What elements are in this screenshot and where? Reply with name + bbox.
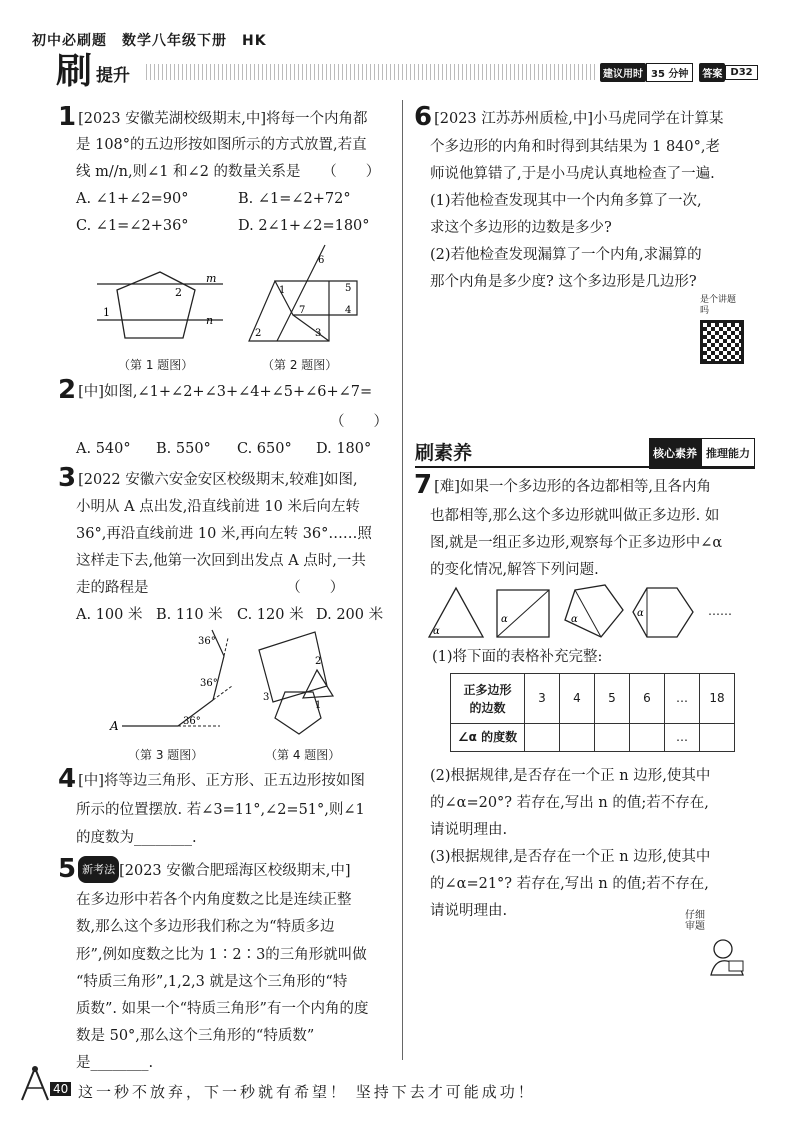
- brand-char: 刷: [56, 51, 93, 92]
- meta-info: [600, 63, 764, 82]
- figure-1-pentagon: [95, 250, 225, 350]
- fig2-caption: （第 2 题图）: [262, 358, 338, 372]
- svg-text:α: α: [571, 614, 578, 625]
- q6-line-0: 6 [2023 江苏苏州质检,中]小马虎同学在计算某: [414, 102, 724, 132]
- table-row: [451, 674, 735, 724]
- fig4-caption: （第 4 题图）: [265, 748, 341, 762]
- table-header-sides: 正多边形 的边数: [451, 674, 525, 724]
- q3-choice-d: D. 200 米: [316, 607, 384, 623]
- q3-choice-c: C. 120 米: [237, 607, 304, 623]
- q5-line-0: 5 新考法 [2023 安徽合肥瑶海区校级期末,中]: [58, 854, 351, 884]
- q3-line-4: 走的路程是 （ ）: [76, 580, 345, 596]
- q2-choice-d: D. 180°: [316, 441, 372, 457]
- table-header-angle: ∠α 的度数: [451, 724, 525, 752]
- brand-subtitle: 提升: [96, 66, 131, 86]
- answer-label: 答案: [699, 63, 725, 82]
- q1-choice-a: A. ∠1+∠2=90°: [76, 191, 189, 207]
- table-cell: …: [665, 724, 700, 752]
- book-title: 初中必刷题 数学八年级下册 HK: [32, 33, 267, 49]
- q6-number: 6: [414, 102, 433, 132]
- svg-text:1: 1: [103, 306, 110, 319]
- time-label: 建议用时: [600, 63, 646, 82]
- q6-line-3: (1)若他检查发现其中一个内角多算了一次,: [430, 193, 702, 209]
- svg-text:6: 6: [318, 255, 325, 266]
- q1-line-1: 是 108°的五边形按如图所示的方式放置,若直: [76, 137, 367, 153]
- q3-line-0: 3 [2022 安徽六安金安区校级期末,较难]如图,: [58, 463, 358, 493]
- table-cell: 5: [595, 674, 630, 724]
- q4-line-1: 所示的位置摆放. 若∠3=11°,∠2=51°,则∠1: [76, 802, 365, 818]
- q7-sub1: (1)将下面的表格补充完整:: [432, 649, 603, 665]
- section-brand: [56, 50, 130, 90]
- q5-line-1: 在多边形中若各个内角度数之比是连续正整: [76, 892, 352, 908]
- table-answer-cell[interactable]: [595, 724, 630, 752]
- fig3-caption: （第 3 题图）: [128, 748, 204, 762]
- table-cell: 18: [700, 674, 735, 724]
- svg-text:m: m: [206, 272, 217, 285]
- figure-regular-polygons: [425, 582, 705, 642]
- q6-line-2: 师说他算错了,于是小马虎认真地检查了一遍.: [430, 166, 715, 182]
- compass-icon: [18, 1064, 52, 1104]
- q5-line-2: 数,那么这个多边形我们称之为“特质多边: [76, 919, 335, 935]
- svg-text:36°: 36°: [183, 716, 201, 727]
- q1-choice-c: C. ∠1=∠2+36°: [76, 218, 189, 234]
- table-cell: 3: [525, 674, 560, 724]
- column-divider: [402, 100, 403, 1060]
- q7-sub3-line-0: (3)根据规律,是否存在一个正 n 边形,使其中: [430, 849, 711, 865]
- q5-line-7: 是________.: [76, 1055, 154, 1071]
- mascot-icon: [705, 935, 749, 979]
- page-number: 40: [50, 1082, 71, 1096]
- q5-number: 5: [58, 854, 77, 884]
- q6-line-6: 那个内角是多少度? 这个多边形是几边形?: [430, 274, 697, 290]
- svg-text:2: 2: [315, 656, 322, 667]
- svg-text:2: 2: [255, 328, 262, 339]
- mascot-label: 仔细审题: [685, 910, 705, 932]
- q5-line-3: 形”,例如度数之比为 1∶2∶3的三角形就叫做: [76, 947, 367, 963]
- q7-line-0: 7 [难]如果一个多边形的各边都相等,且各内角: [414, 470, 712, 500]
- svg-text:α: α: [637, 608, 644, 619]
- fig1-caption: （第 1 题图）: [118, 358, 194, 372]
- section-tag-core: 核心素养: [649, 438, 701, 469]
- q3-number: 3: [58, 463, 77, 493]
- q3-choice-a: A. 100 米: [76, 607, 143, 623]
- q7-number: 7: [414, 470, 433, 500]
- q1-choice-b: B. ∠1=∠2+72°: [238, 191, 351, 207]
- table-answer-cell[interactable]: [525, 724, 560, 752]
- q1-line-2: 线 m//n,则∠1 和∠2 的数量关系是 （ ）: [76, 164, 381, 180]
- footer-motto: 这一秒不放弃，下一秒就有希望！ 坚持下去才可能成功！: [78, 1083, 536, 1101]
- q1-line-0: 1 [2023 安徽芜湖校级期末,中]将每一个内角都: [58, 102, 368, 132]
- svg-text:5: 5: [345, 283, 352, 294]
- table-answer-cell[interactable]: [560, 724, 595, 752]
- q4-line-0: 4 [中]将等边三角形、正方形、正五边形按如图: [58, 764, 365, 794]
- q4-line-2: 的度数为________.: [76, 830, 197, 846]
- q2-choice-b: B. 550°: [156, 441, 211, 457]
- svg-text:36°: 36°: [200, 678, 218, 689]
- table-row: [451, 724, 735, 752]
- q7-line-1: 也都相等,那么这个多边形就叫做正多边形. 如: [430, 508, 720, 524]
- svg-text:2: 2: [175, 286, 182, 299]
- q2-paren: （ ）: [330, 414, 388, 430]
- svg-text:7: 7: [299, 305, 306, 316]
- svg-text:36°: 36°: [198, 636, 216, 647]
- svg-text:3: 3: [263, 692, 270, 703]
- table-answer-cell[interactable]: [630, 724, 665, 752]
- q7-line-2: 图,就是一组正多边形,观察每个正多边形中∠α: [430, 535, 723, 551]
- table-answer-cell[interactable]: [700, 724, 735, 752]
- q6-line-5: (2)若他检查发现漏算了一个内角,求漏算的: [430, 247, 702, 263]
- svg-text:4: 4: [345, 305, 352, 316]
- q5-line-5: 质数”. 如果一个“特质三角形”有一个内角的度: [76, 1001, 369, 1017]
- svg-text:A: A: [110, 719, 119, 733]
- svg-text:1: 1: [279, 285, 286, 296]
- table-cell: 6: [630, 674, 665, 724]
- svg-text:1: 1: [315, 700, 322, 711]
- svg-text:α: α: [501, 614, 508, 625]
- q7-sub2-line-0: (2)根据规律,是否存在一个正 n 边形,使其中: [430, 768, 711, 784]
- qr-code[interactable]: [700, 320, 744, 364]
- q7-sub3-line-1: 的∠α=21°? 若存在,写出 n 的值;若不存在,: [430, 876, 709, 892]
- section-title: 刷素养: [415, 441, 473, 464]
- q7-sub2-line-1: 的∠α=20°? 若存在,写出 n 的值;若不存在,: [430, 795, 709, 811]
- table-cell: 4: [560, 674, 595, 724]
- q7-line-3: 的变化情况,解答下列问题.: [430, 562, 599, 578]
- section-header: [415, 440, 755, 468]
- q6-line-1: 个多边形的内角和时得到其结果为 1 840°,老: [430, 139, 720, 155]
- svg-text:3: 3: [315, 328, 322, 339]
- table-cell: …: [665, 674, 700, 724]
- q3-line-1: 小明从 A 点出发,沿直线前进 10 米后向左转: [76, 499, 360, 515]
- time-value: 35 分钟: [646, 63, 693, 82]
- figure-2-angles: [245, 243, 365, 348]
- q3-line-3: 这样走下去,他第一次回到出发点 A 点时,一共: [76, 553, 366, 569]
- figure-4-shapes: [255, 630, 355, 740]
- polygon-ellipsis: ……: [708, 604, 732, 618]
- fill-table: [450, 673, 735, 752]
- svg-text:α: α: [433, 626, 440, 637]
- header-stripes: [146, 64, 596, 80]
- q2-line-0: 2 [中]如图,∠1+∠2+∠3+∠4+∠5+∠6+∠7=: [58, 375, 373, 405]
- q3-line-2: 36°,再沿直线前进 10 米,再向左转 36°……照: [76, 526, 372, 542]
- q5-line-4: “特质三角形”,1,2,3 就是这个三角形的“特: [76, 974, 348, 990]
- new-method-badge: 新考法: [78, 856, 119, 883]
- section-tag-ability: 推理能力: [701, 438, 755, 469]
- q1-choice-d: D. 2∠1+∠2=180°: [238, 218, 370, 234]
- q2-number: 2: [58, 375, 77, 405]
- q4-number: 4: [58, 764, 77, 794]
- q1-number: 1: [58, 102, 77, 132]
- q2-choice-c: C. 650°: [237, 441, 292, 457]
- answer-page: D32: [725, 65, 757, 80]
- figure-3-path: [108, 628, 238, 740]
- q6-line-4: 求这个多边形的边数是多少?: [430, 220, 612, 236]
- q5-line-6: 数是 50°,那么这个三角形的“特质数”: [76, 1028, 315, 1044]
- q2-choice-a: A. 540°: [76, 441, 131, 457]
- q7-sub3-line-2: 请说明理由.: [430, 903, 508, 919]
- qr-label: 是个讲题吗: [700, 295, 737, 316]
- q3-choice-b: B. 110 米: [156, 607, 223, 623]
- q7-sub2-line-2: 请说明理由.: [430, 822, 508, 838]
- svg-text:n: n: [206, 314, 214, 327]
